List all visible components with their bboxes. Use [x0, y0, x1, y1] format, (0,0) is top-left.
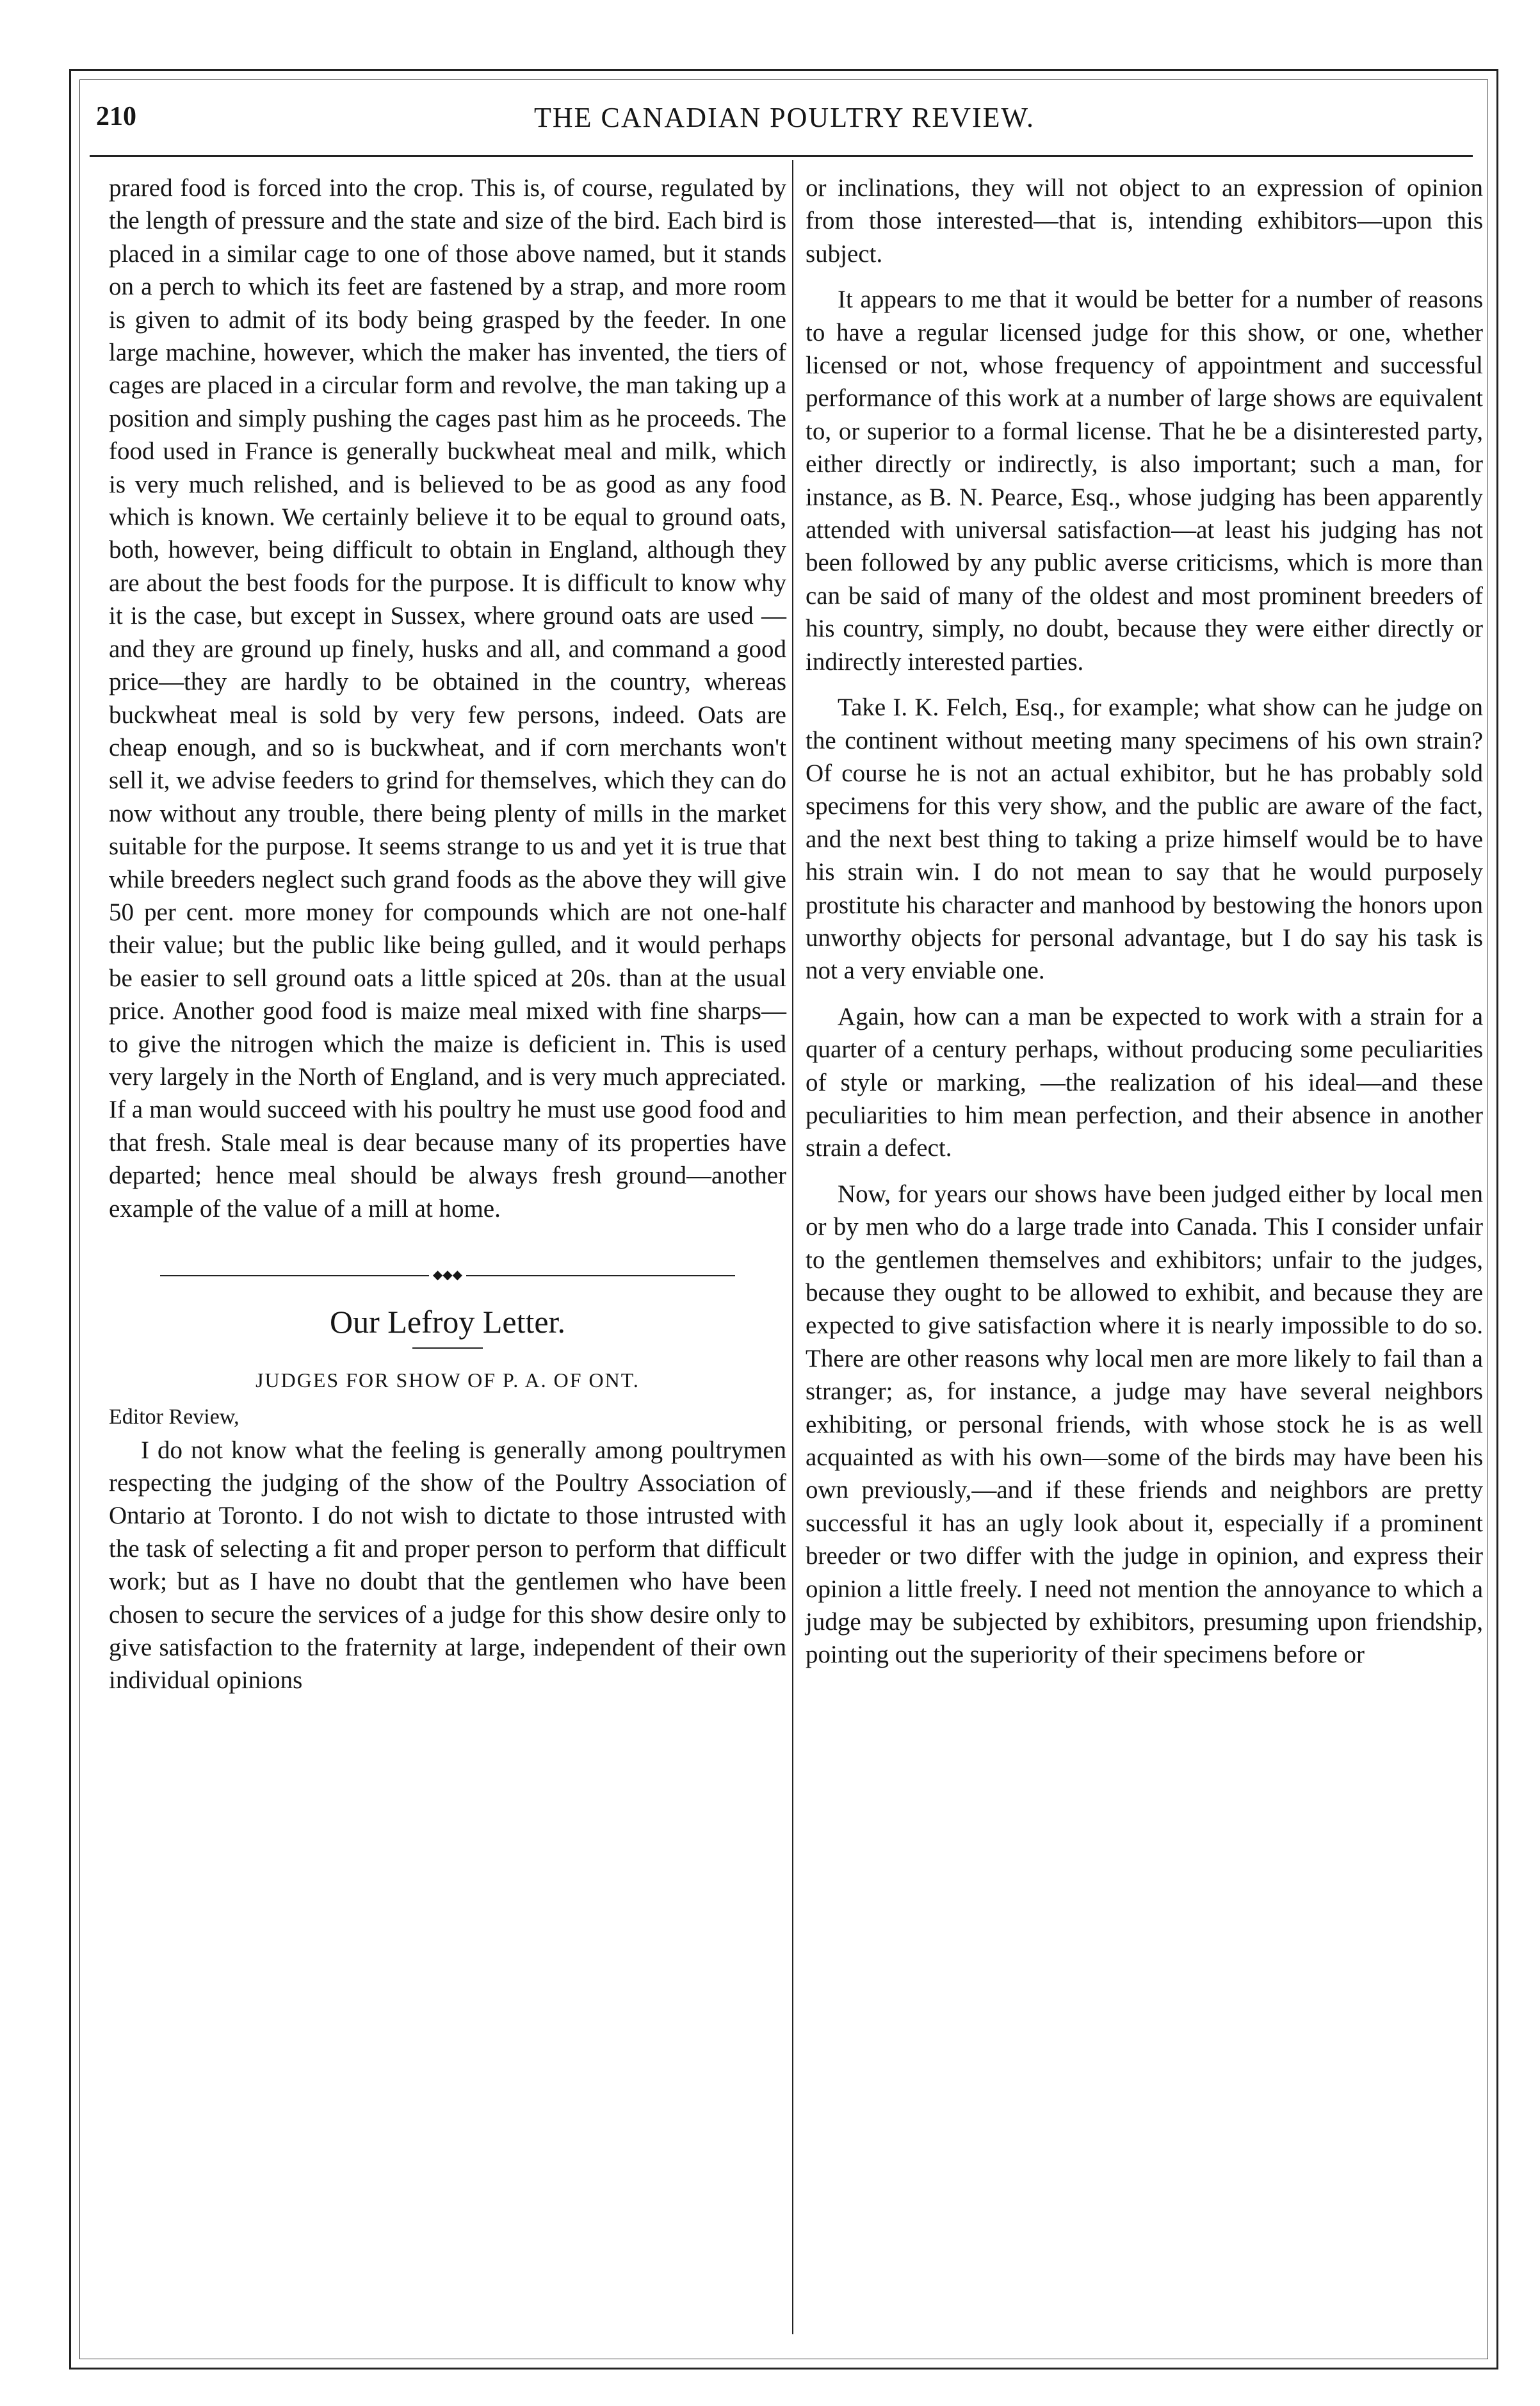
article-paragraph: or inclinations, they will not object to an expression of opinion from those interested—that is, intending exhibitors—upon this subject.	[806, 174, 1483, 268]
section-ornament	[109, 1257, 786, 1292]
column-divider	[792, 160, 793, 2334]
section-subtitle: JUDGES FOR SHOW OF P. A. OF ONT.	[255, 1368, 640, 1392]
ornament-line-left	[160, 1275, 429, 1276]
header-rule	[90, 155, 1473, 157]
left-column	[109, 172, 786, 1697]
letter-salutation: Editor Review,	[109, 1405, 239, 1429]
running-title: THE CANADIAN POULTRY REVIEW.	[534, 102, 1035, 133]
right-column	[806, 172, 1483, 1671]
page-header	[96, 101, 1473, 146]
ornament-diamond-icon: ◆◆◆	[432, 1268, 463, 1283]
article-paragraph: Now, for years our shows have been judged either by local men or by men who do a large trade into Canada. This I consider unfair to the gentlemen themselves and exhibitors; unfair to the judges, because they ought to be allowed to exhibit, and because they are expected to give satisfaction where it is nearly impossible to do so. There are other reasons why local men are more likely to fail than a stranger; as, for instance, a judge may have several neighbors exhibiting, or personal friends, with whose stock he is as well acquainted as with his own—some of the birds may have been his own previously,—and if these friends and neighbors are pretty successful it has an ugly look about it, especially if a prominent breeder or two differ with the judge in opinion, and express their opinion a little freely. I need not mention the annoyance to which a judge may be subjected by exhibitors, presuming upon friendship, pointing out the superiority of their specimens before or	[806, 1180, 1483, 1669]
article-paragraph: Take I. K. Felch, Esq., for example; what show can he judge on the continent without meeting many specimens of his own strain? Of course he is not an actual exhibitor, but he has probably sold specimens for this very show, and the public are aware of the fact, and the next best thing to taking a prize himself would be to have his strain win. I do not mean to say that he would purposely prostitute his character and manhood by bestowing the honors upon unworthy objects for personal advantage, but I do say his task is not a very enviable one.	[806, 694, 1483, 985]
article-paragraph: It appears to me that it would be better for a number of reasons to have a regular licensed judge for this show, or one, whether licensed or not, whose frequency of appointment and successful performance of this work at a number of large shows are equivalent to, or superior to a formal license. That he be a disinterested party, either directly or indirectly, is also important; such a man, for instance, as B. N. Pearce, Esq., whose judging has been apparently attended with universal satisfaction—at least his judging has not been followed by any public averse criticisms, which is more than can be said of many of the oldest and most prominent breeders of his country, simply, no doubt, because they were either directly or indirectly interested parties.	[806, 286, 1483, 676]
page-number: 210	[96, 102, 136, 131]
article-paragraph: prared food is forced into the crop. This is, of course, regulated by the length of pressure and the state and size of the bird. Each bird is placed in a similar cage to one of those above named, but it stands on a perch to which its feet are fastened by a strap, and more room is given to admit of its body being grasped by the feeder. In one large machine, however, which the maker has invented, the tiers of cages are placed in a circular form and revolve, the man taking up a position and simply pushing the cages past him as he proceeds. The food used in France is generally buckwheat meal and milk, which is very much relished, and is believed to be as good as any food which is known. We certainly believe it to be equal to ground oats, both, however, being difficult to obtain in England, although they are about the best foods for the purpose. It is difficult to know why it is the case, but except in Sussex, where ground oats are used —and they are ground up finely, husks and all, and command a good price—they are hardly to be obtained in the country, whereas buckwheat meal is sold by very few persons, indeed. Oats are cheap enough, and so is buckwheat, and if corn merchants won't sell it, we advise feeders to grind for themselves, which they can do now without any trouble, there being plenty of mills in the market suitable for the purpose. It seems strange to us and yet it is true that while breeders neglect such grand foods as the above they will give 50 per cent. more money for compounds which are not one-half their value; but the public like being gulled, and it would perhaps be easier to sell ground oats a little spiced at 20s. than at the usual price. Another good food is maize meal mixed with fine sharps— to give the nitrogen which the maize is deficient in. This is used very largely in the North of England, and is very much appreciated. If a man would succeed with his poultry he must use good food and that fresh. Stale meal is dear because many of its properties have departed; hence meal should be always fresh ground—another example of the value of a mill at home.	[109, 174, 786, 1223]
section-title: Our Lefroy Letter.	[330, 1303, 565, 1340]
letter-paragraph: I do not know what the feeling is generally among poultrymen respecting the judging of the show of the Poultry Association of Ontario at Toronto. I do not wish to dictate to those intrusted with the task of selecting a fit and proper person to perform that difficult work; but as I have no doubt that the gentlemen who have been chosen to secure the services of a judge for this show desire only to give satisfaction to the fraternity at large, independent of their own individual opinions	[109, 1436, 786, 1695]
article-paragraph: Again, how can a man be expected to work with a strain for a quarter of a century perhaps, without producing some peculiarities of style or marking, —the realization of his ideal—and these peculiarities to him mean perfection, and their absence in another strain a defect.	[806, 1002, 1483, 1162]
heading-rule	[412, 1347, 483, 1349]
ornament-line-right	[466, 1275, 735, 1276]
